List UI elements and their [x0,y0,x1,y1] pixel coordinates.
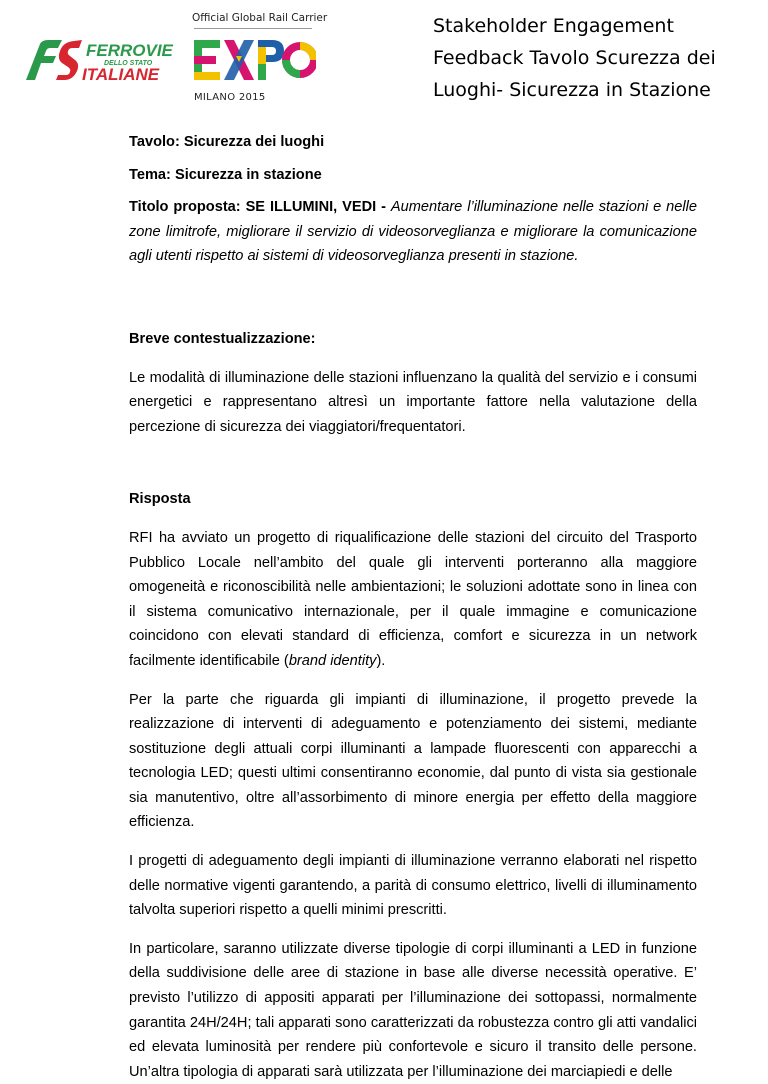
expo-2015-logo-block [192,12,328,104]
risposta-p1-end: ). [376,652,386,669]
ferrovie-dello-stato-logo [22,36,182,84]
risposta-paragraph-4: In particolare, saranno utilizzate diverse tipologie di corpi illuminanti a LED in funzione della suddivisione delle aree di stazione in base alle diverse necessità operative. E’ previsto l’utilizzo di appositi apparati per l’illuminazione dei sottopassi, normalmente garantita 24H/24H; tali apparati sono caratterizzati da robustezza contro gli atti vandalici ed elevata luminosità per rendere più confortevole e sicuro il transito delle persone. Un’altra tipologia di apparati sarà utilizzata per l’illuminazione dei marciapiedi e delle [129,940,697,1080]
breve-contestualizzazione-text: Le modalità di illuminazione delle stazioni influenzano la qualità del servizio e i consumi energetici e rappresentano altresì un importante fattore nella valutazione della percezione di sicurezza dei viaggiatori/frequentatori. [129,369,697,435]
fs-logo-italiane: ITALIANE [82,65,160,84]
risposta-p1-text: RFI ha avviato un progetto di riqualificazione delle stazioni del circuito del Trasporto Pubblico Locale nell’ambito del quale gli interventi porteranno alla maggiore omogeneità e riconoscibilità nelle ambientazioni; le soluzioni adottate sono in linea con il sistema comunicativo internazionale, per il quale immagine e comunicazione coincidono con elevati standard di efficienza, comfort e sicurezza in un network facilmente identificabile ( [129,529,697,669]
tema-line: Tema: Sicurezza in stazione [129,166,322,183]
titolo-proposta-text: Aumentare l’illuminazione nelle stazioni e nelle zone limitrofe, migliorare il servizio di videosorveglianza e migliorare la comunicazione agli utenti rispetto ai sistemi di videosorveglianza presenti in stazione. [129,199,697,265]
titolo-proposta-paragraph [129,195,697,269]
fs-logo-ferrovie: FERROVIE [86,41,173,60]
document-title [433,10,763,106]
risposta-paragraph-1 [129,526,697,674]
fs-logo-dello-stato: DELLO STATO [104,60,153,67]
expo-letter-e [194,40,220,80]
tavolo-line: Tavolo: Sicurezza dei luoghi [129,134,325,150]
expo-caption-divider [194,28,312,29]
document-title-line-2: Feedback Tavolo Scurezza dei [433,47,716,69]
risposta-paragraph-3: I progetti di adeguamento degli impianti di illuminazione verranno elaborati nel rispetto delle normative vigenti garantendo, a parità di consumo elettrico, livelli di illuminamento talvolta superiori rispetto a quelli minimi prescritti. [129,853,697,919]
risposta-p1-brand-identity: brand identity [288,652,377,669]
titolo-proposta-label: Titolo proposta: SE ILLUMINI, VEDI - [129,199,391,216]
expo-logo [192,34,316,86]
risposta-paragraph-2: Per la parte che riguarda gli impianti di illuminazione, il progetto prevede la realizzazione di interventi di adeguamento e potenziamento dei sistemi, mediante sostituzione degli attuali corpi illuminanti a lampade fluorescenti con apparecchi a tecnologia LED; questi ultimi consentiranno economie, dal punto di vista sia gestionale sia manutentivo, oltre all’assorbimento di minore energia per effetto della maggiore efficienza. [129,691,697,831]
document-title-line-3: Luoghi- Sicurezza in Stazione [433,79,711,101]
expo-letter-p [258,40,284,80]
expo-letter-o [286,46,314,74]
fs-logo-red-swoosh [56,40,82,80]
document-title-line-1: Stakeholder Engagement [433,15,674,37]
expo-caption: Official Global Rail Carrier [192,12,328,24]
page-header [0,0,768,112]
document-body [129,130,697,1084]
expo-letter-x [224,40,254,80]
breve-contestualizzazione-heading: Breve contestualizzazione: [129,330,316,347]
expo-milano-2015: MILANO 2015 [194,92,266,103]
fs-logo-green-swoosh [26,40,62,80]
risposta-heading: Risposta [129,491,191,508]
